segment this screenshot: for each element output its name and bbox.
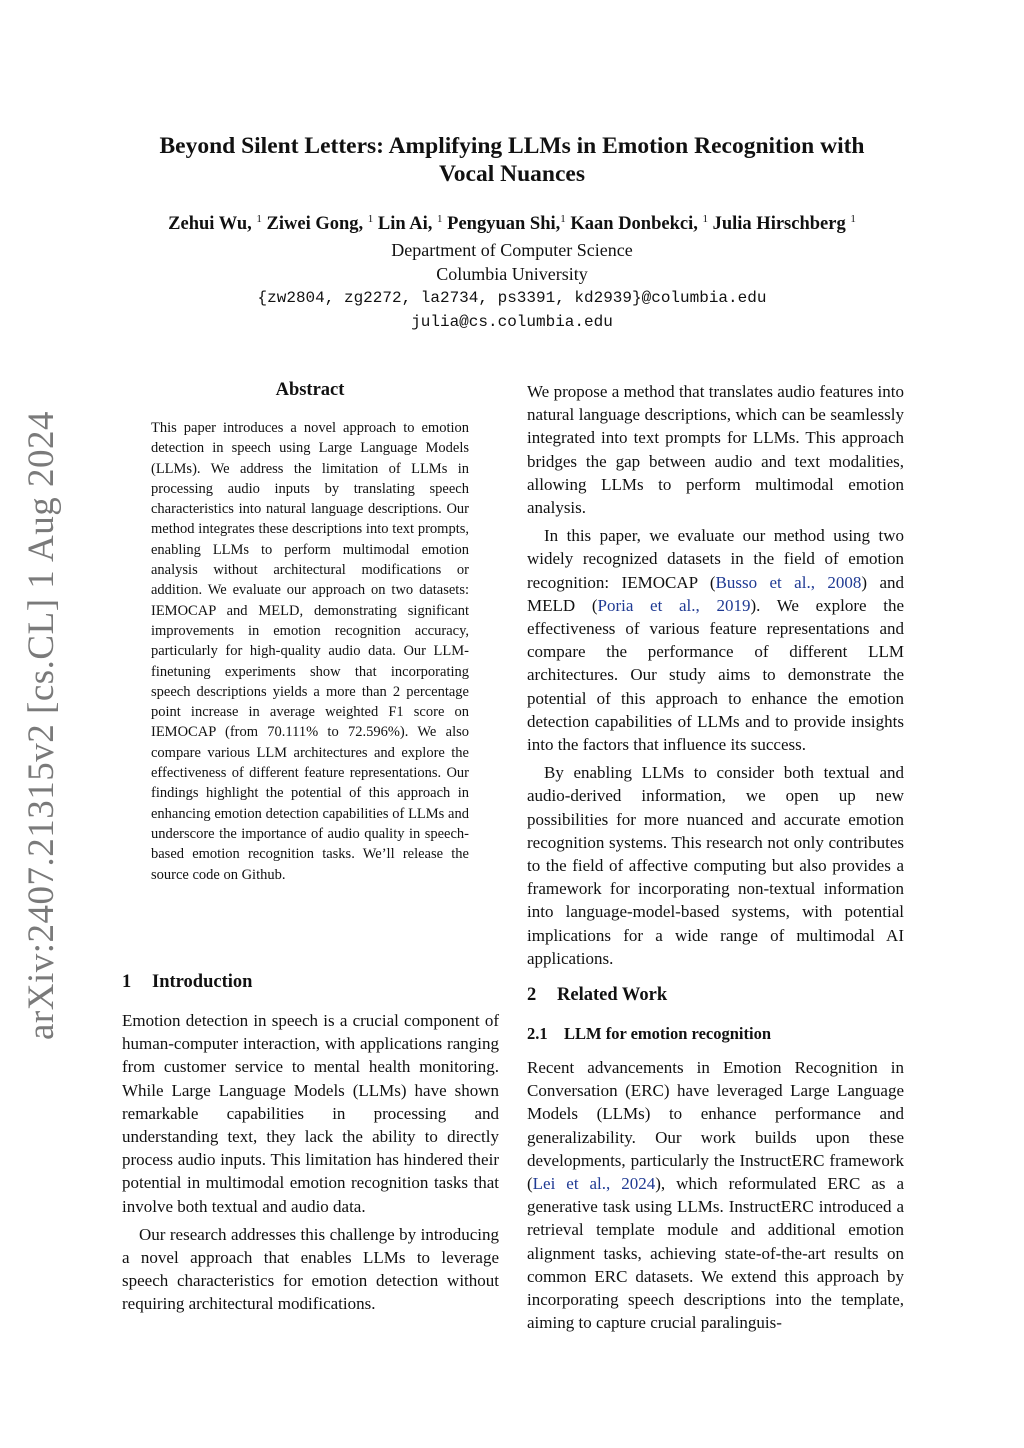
- author-affiliation-mark: 1: [437, 213, 443, 225]
- author-name: Zehui Wu,: [168, 214, 252, 235]
- section-1-heading: [122, 972, 252, 993]
- paragraph-text: ) and MELD (: [527, 572, 904, 615]
- citation-poria[interactable]: [598, 596, 751, 615]
- intro-paragraph-2: Our research addresses this challenge by introducing a novel approach that enables LLMs to leverage speech characteristics for emotion detection without requiring architectural modifications.: [122, 1224, 499, 1314]
- paragraph-text: Recent advancements in Emotion Recognition in Conversation (ERC) have leveraged Large Language Models (LLMs) to enhance performance and generalizability. Our work builds upon these developments, particularly the InstructERC framework (: [527, 1058, 904, 1194]
- abstract-text: This paper introduces a novel approach to emotion detection in speech using Large Language Models (LLMs). We address the limitation of LLMs in processing audio inputs by translating speech characteristics into natural language descriptions. Our method integrates these descriptions into text prompts, enabling LLMs to perform multimodal emotion analysis without architectural modifications or addition. We evaluate our approach on two datasets: IEMOCAP and MELD, demonstrating significant improvements in emotion recognition accuracy, particularly for high-quality audio data. Our LLM-finetuning experiments show that incorporating speech descriptions yields a more than 2 percentage point increase in average weighted F1 score on IEMOCAP (from 70.111% to 72.596%). We also compare various LLM architectures and explore the effectiveness of different feature representations. Our findings highlight the potential of this approach in enhancing emotion detection capabilities of LLMs and underscore the importance of audio quality in speech-based emotion recognition tasks. We’ll release the source code on Github.: [151, 420, 469, 883]
- citation-year: 2024: [621, 1174, 656, 1194]
- email-list: {zw2804, zg2272, la2734, ps3391, kd2939}@columbia.edu: [257, 289, 767, 307]
- university: Columbia University: [436, 264, 588, 284]
- citation-authors: Poria et al.,: [597, 595, 700, 615]
- intro-paragraph-1: Emotion detection in speech is a crucial component of human-computer interaction, with applications ranging from customer service to mental health monitoring. While Large Language Models (LLMs) have shown remarkable capabilities in processing and understanding text, they lack the ability to directly process audio inputs. This limitation has hindered their potential in multimodal emotion recognition tasks that involve both textual and audio data.: [122, 1011, 499, 1216]
- author-name: Pengyuan Shi,: [447, 214, 561, 235]
- related-paragraph-1: [527, 1056, 904, 1334]
- author-affiliation-mark: 1: [850, 213, 856, 225]
- section-number: 2: [527, 985, 537, 1005]
- author-list: [60, 213, 964, 235]
- author-name: Julia Hirschberg: [712, 214, 846, 235]
- paragraph-text: ). We explore the effectiveness of various feature representations and compare the performance of different LLM architectures. Our study aims to demonstrate the potential of this approach to enhance the emotion detection capabilities of LLMs and to provide insights into the factors that influence its success.: [527, 595, 905, 755]
- subsection-number: 2.1: [527, 1024, 548, 1043]
- right-column-body: [527, 380, 904, 970]
- citation-year: 2019: [716, 595, 751, 615]
- subsection-2-1-heading: [527, 1024, 771, 1044]
- section-2-heading: [527, 985, 667, 1006]
- author-name: Lin Ai,: [377, 214, 433, 235]
- paragraph-text: ), which reformulated ERC as a generative task using LLMs. InstructERC introduced a retrieval template module and additional emotion alignment tasks, achieving state-of-the-art results on common ERC datasets. We extend this approach by incorporating speech descriptions into the template, aiming to capture crucial paralinguis-: [527, 1174, 904, 1333]
- citation-year: 2008: [827, 572, 862, 592]
- author-affiliation-mark: 1: [702, 213, 708, 225]
- citation-busso[interactable]: [716, 573, 862, 592]
- right-paragraph-2: [527, 524, 904, 756]
- author-name: Kaan Donbekci,: [570, 214, 698, 235]
- section-title: Related Work: [557, 985, 668, 1005]
- section-number: 1: [122, 972, 132, 992]
- department: Department of Computer Science: [391, 240, 633, 260]
- subsection-title: LLM for emotion recognition: [564, 1024, 771, 1043]
- author-affiliation-mark: 1: [367, 213, 374, 225]
- right-paragraph-3: By enabling LLMs to consider both textual and audio-derived information, we open up new possibilities for more nuanced and accurate emotion recognition systems. This research not only contributes to the field of affective computing but also provides a framework for incorporating non-textual information into language-model-based systems, with potential implications for a wide range of multimodal AI applications.: [527, 763, 904, 968]
- paper-title: [100, 132, 924, 188]
- citation-authors: Busso et al.,: [715, 572, 815, 592]
- author-affiliation-mark: 1: [256, 213, 262, 225]
- section-title: Introduction: [152, 972, 253, 992]
- right-paragraph-1: We propose a method that translates audio features into natural language descriptions, which can be seamlessly integrated into text prompts for LLMs. This approach bridges the gap between audio and text modalities, allowing LLMs to perform multimodal emotion analysis.: [527, 382, 904, 518]
- abstract-heading: Abstract: [275, 380, 345, 400]
- intro-body: [122, 1009, 499, 1316]
- email-julia: julia@cs.columbia.edu: [411, 313, 613, 331]
- title-line-1: Beyond Silent Letters: Amplifying LLMs in Emotion Recognition with: [159, 133, 865, 159]
- title-line-2: Vocal Nuances: [438, 161, 585, 187]
- arxiv-stamp: arXiv:2407.21315v2 [cs.CL] 1 Aug 2024: [21, 411, 62, 1040]
- paragraph-text: In this paper, we evaluate our method using two widely recognized datasets in the field of emotion recognition: IEMOCAP (: [527, 526, 904, 592]
- citation-lei[interactable]: [533, 1174, 656, 1193]
- citation-authors: Lei et al.,: [532, 1174, 611, 1194]
- author-affiliation-mark: 1: [560, 213, 566, 225]
- author-name: Ziwei Gong,: [266, 214, 364, 235]
- related-work-body: [527, 1056, 904, 1334]
- affiliation-block: [100, 238, 924, 334]
